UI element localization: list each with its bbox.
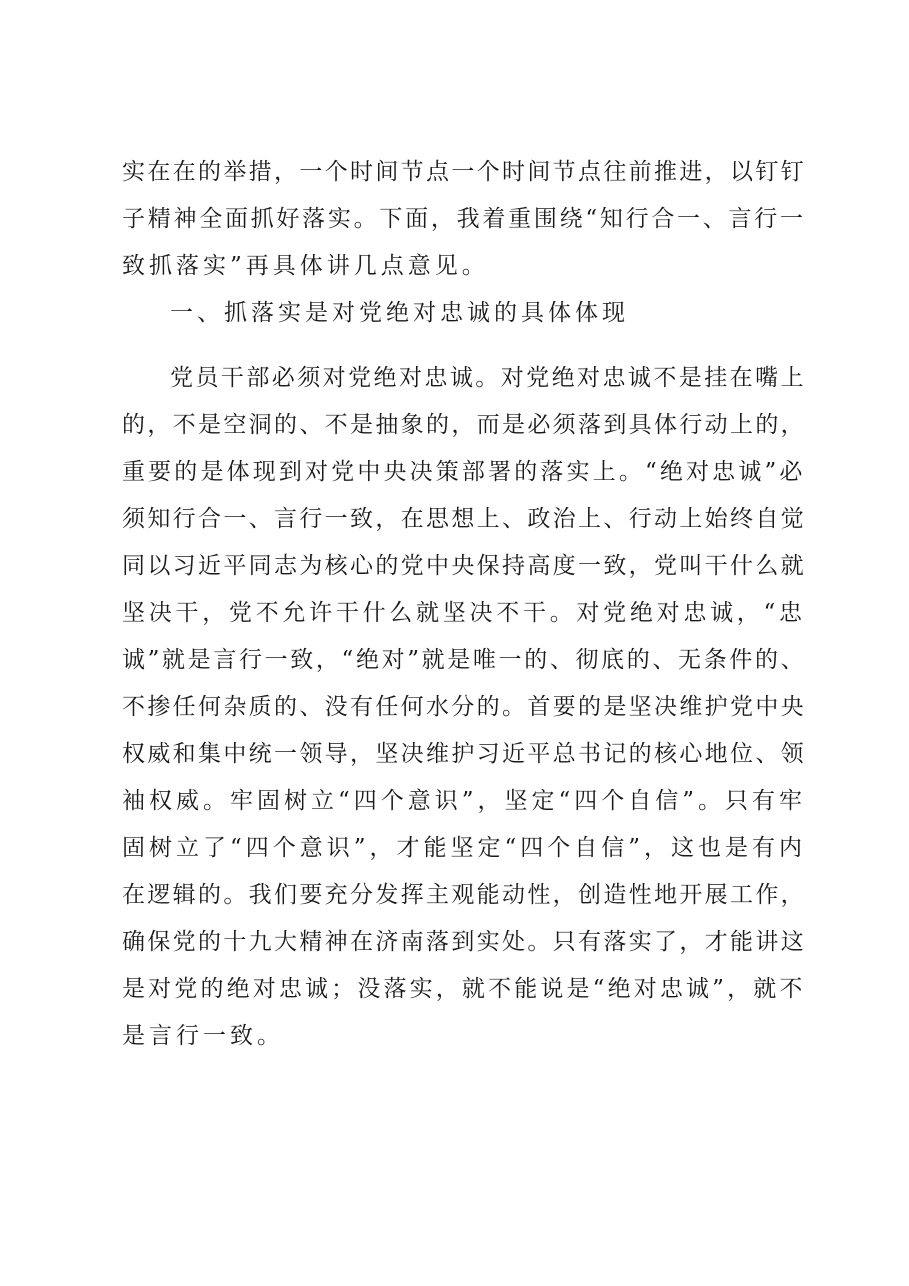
paragraph-line: 袖权威。牢固树立“四个意识”，坚定“四个自信”。只有牢 [122, 788, 807, 814]
section-heading: 一、抓落实是对党绝对忠诚的具体体现 [170, 300, 629, 326]
paragraph-line: 是对党的绝对忠诚；没落实，就不能说是“绝对忠诚”，就不 [122, 976, 806, 1002]
paragraph-line: 子精神全面抓好落实。下面，我着重围绕“知行合一、言行一 [122, 206, 806, 232]
paragraph-line: 确保党的十九大精神在济南落到实处。只有落实了，才能讲这 [122, 929, 806, 955]
paragraph-line: 的，不是空洞的、不是抽象的，而是必须落到具体行动上的， [122, 412, 806, 438]
paragraph-line: 须知行合一、言行一致，在思想上、政治上、行动上始终自觉 [122, 506, 806, 532]
paragraph-line: 实在在的举措，一个时间节点一个时间节点往前推进，以钉钉 [122, 159, 806, 185]
paragraph-line: 党员干部必须对党绝对忠诚。对党绝对忠诚不是挂在嘴上 [170, 365, 806, 391]
paragraph-line: 诚”就是言行一致，“绝对”就是唯一的、彻底的、无条件的、 [122, 647, 807, 673]
paragraph-line: 重要的是体现到对党中央决策部署的落实上。“绝对忠诚”必 [122, 459, 806, 485]
paragraph-line: 坚决干，党不允许干什么就坚决不干。对党绝对忠诚，“忠 [122, 600, 806, 626]
paragraph-line: 致抓落实”再具体讲几点意见。 [122, 253, 489, 279]
paragraph-line: 在逻辑的。我们要充分发挥主观能动性，创造性地开展工作， [122, 882, 806, 908]
paragraph-line: 同以习近平同志为核心的党中央保持高度一致，党叫干什么就 [122, 553, 806, 579]
paragraph-line: 固树立了“四个意识”，才能坚定“四个自信”，这也是有内 [122, 835, 807, 861]
paragraph-line: 是言行一致。 [122, 1023, 284, 1049]
paragraph-line: 不掺任何杂质的、没有任何水分的。首要的是坚决维护党中央 [122, 694, 806, 720]
paragraph-line: 权威和集中统一领导，坚决维护习近平总书记的核心地位、领 [122, 741, 806, 767]
